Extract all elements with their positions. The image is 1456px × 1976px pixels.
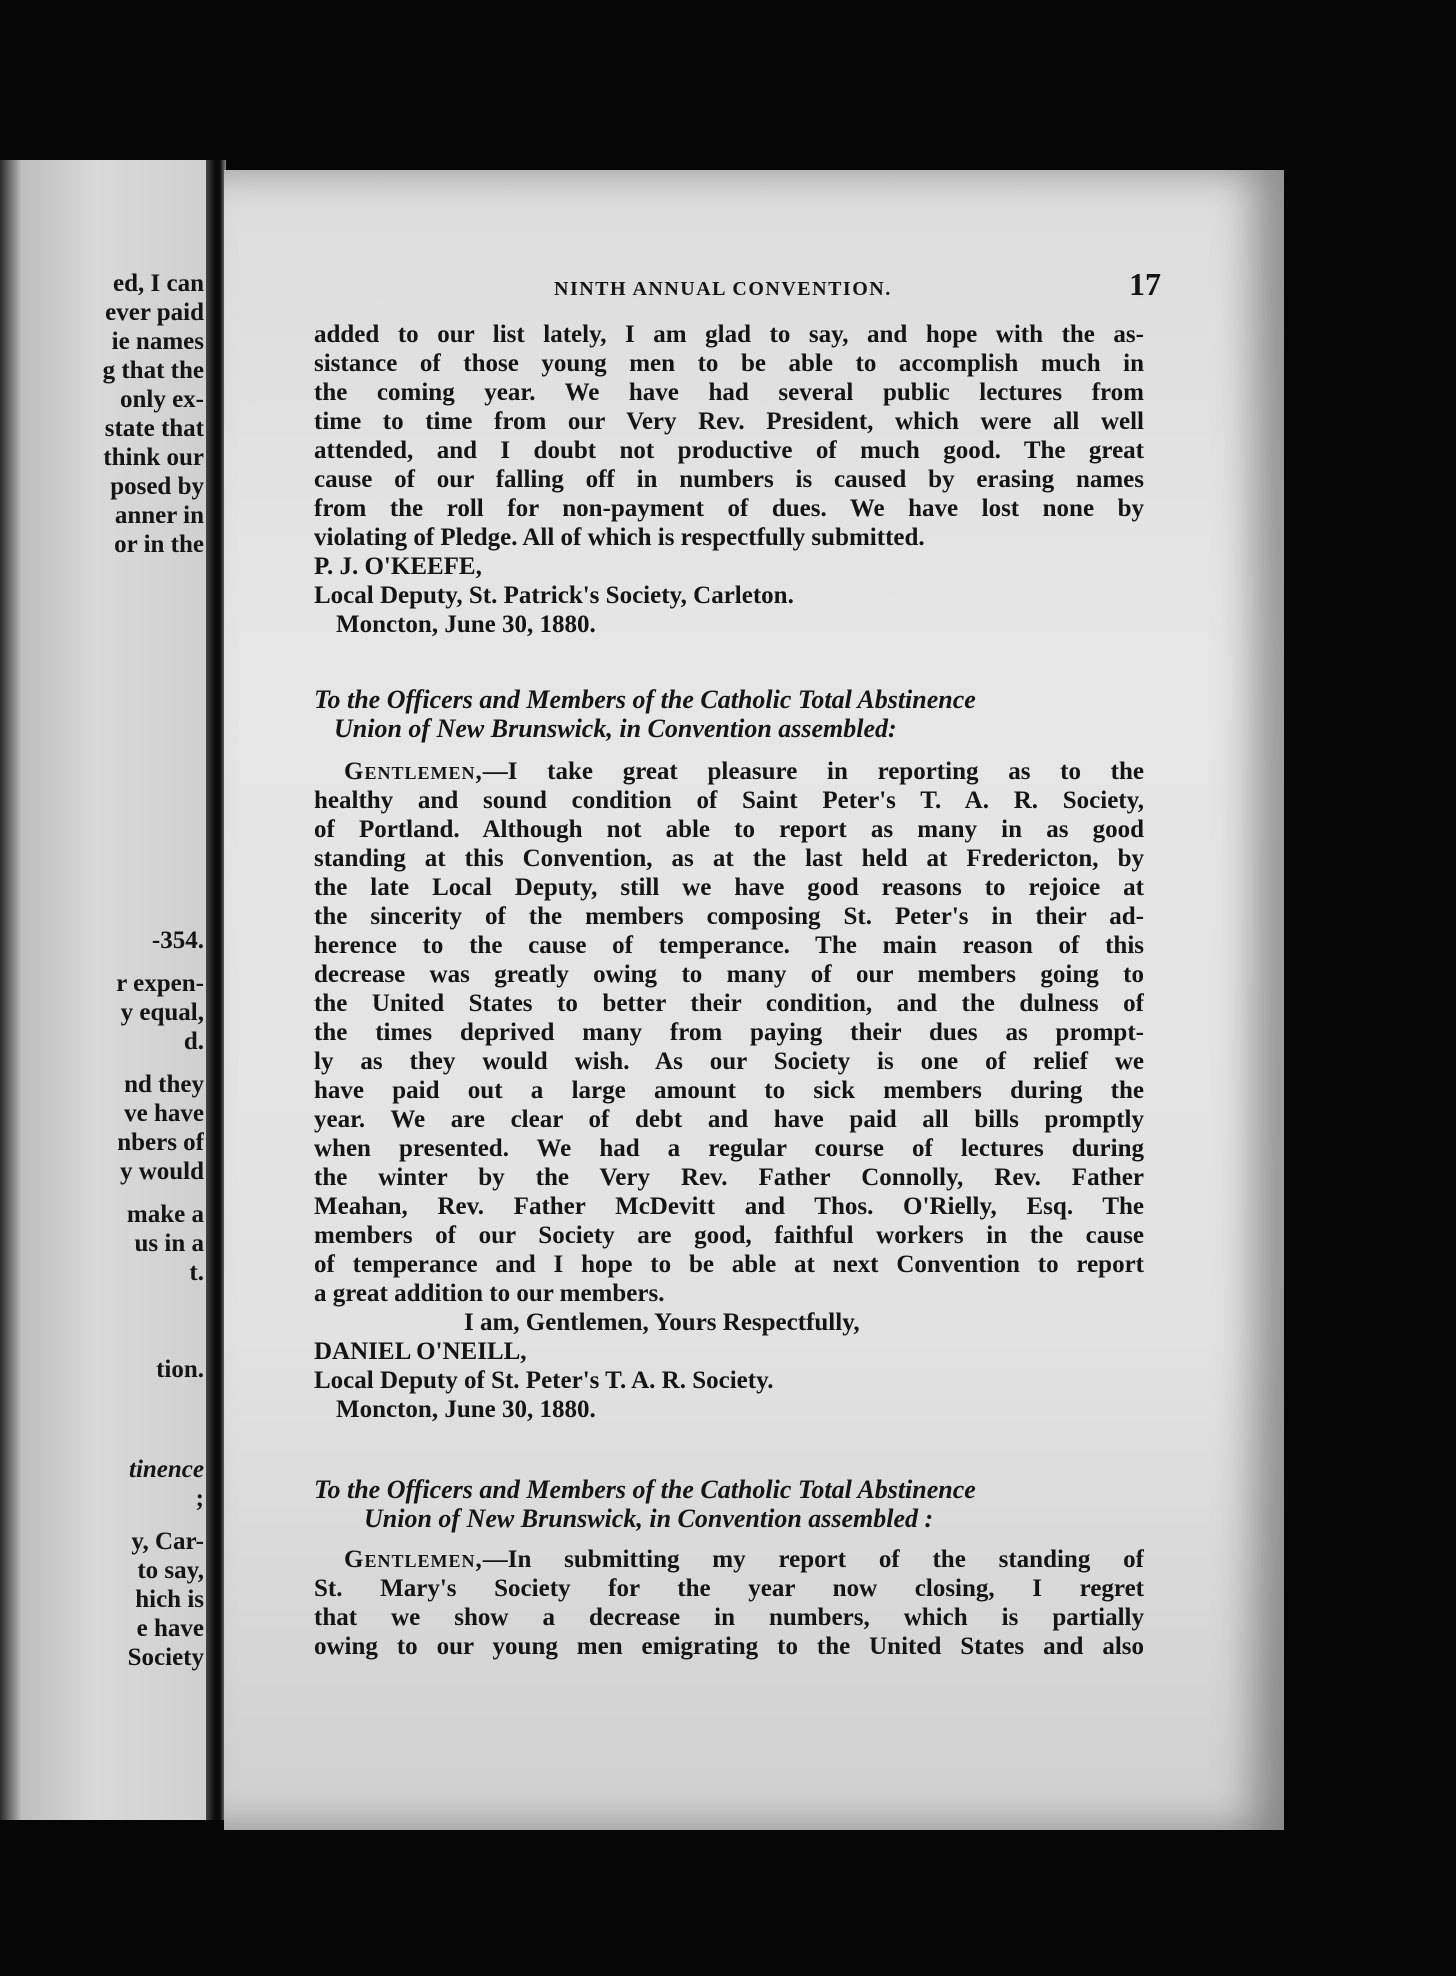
left-page-line: make a bbox=[126, 1201, 204, 1228]
address-line: To the Officers and Members of the Catholic Total Abstinence bbox=[314, 1475, 976, 1504]
left-page-line: to say, bbox=[137, 1557, 204, 1584]
left-page-line: -354. bbox=[151, 927, 204, 954]
report-2-line: healthy and sound condition of Saint Peter's T. A. R. Society, bbox=[314, 787, 1144, 814]
book-gutter bbox=[206, 160, 226, 1820]
report-2-line: ly as they would wish. As our Society is one of relief we bbox=[314, 1048, 1144, 1075]
report-2-line: decrease was greatly owing to many of our members going to bbox=[314, 961, 1144, 988]
report-2-line: the United States to better their condition, and the dulness of bbox=[314, 990, 1144, 1017]
left-page-line: only ex- bbox=[119, 386, 204, 413]
signature: P. J. O'KEEFE, bbox=[314, 553, 482, 580]
report-1-line: cause of our falling off in numbers is caused by erasing names bbox=[314, 466, 1144, 493]
report-1-line: time to time from our Very Rev. President, which were all well bbox=[314, 408, 1144, 435]
left-page-line: y equal, bbox=[120, 999, 204, 1026]
report-3-line: St. Mary's Society for the year now closing, I regret bbox=[314, 1575, 1144, 1602]
left-page-line: ed, I can bbox=[113, 270, 204, 297]
running-head: NINTH ANNUAL CONVENTION. bbox=[554, 278, 892, 300]
left-page-line: ever paid bbox=[105, 299, 204, 326]
left-page-line: ; bbox=[195, 1485, 204, 1512]
signature: DANIEL O'NEILL, bbox=[314, 1338, 527, 1365]
report-2-line: Meahan, Rev. Father McDevitt and Thos. O'Rielly, Esq. The bbox=[314, 1193, 1144, 1220]
left-page-line: think our bbox=[103, 444, 204, 471]
report-3-first-line: Gentlemen,—In submitting my report of the standing of bbox=[344, 1546, 1144, 1573]
report-2-line: when presented. We had a regular course of lectures during bbox=[314, 1135, 1144, 1162]
closing: I am, Gentlemen, Yours Respectfully, bbox=[464, 1309, 860, 1336]
report-2-first-line: Gentlemen,—I take great pleasure in reporting as to the bbox=[344, 758, 1144, 785]
report-3-line: owing to our young men emigrating to the United States and also bbox=[314, 1633, 1144, 1660]
left-page-line: Society bbox=[127, 1644, 204, 1671]
page-number: 17 bbox=[1129, 266, 1161, 302]
left-page-line: ve have bbox=[124, 1100, 204, 1127]
left-page-line: tion. bbox=[156, 1356, 204, 1383]
dateline: Moncton, June 30, 1880. bbox=[336, 1396, 596, 1423]
dateline: Moncton, June 30, 1880. bbox=[336, 611, 596, 638]
report-2-line: the late Local Deputy, still we have good reasons to rejoice at bbox=[314, 874, 1144, 901]
report-2-line: members of our Society are good, faithful workers in the cause bbox=[314, 1222, 1144, 1249]
left-page-line: state that bbox=[104, 415, 204, 442]
left-page-line: posed by bbox=[110, 473, 204, 500]
report-2-line: a great addition to our members. bbox=[314, 1280, 665, 1307]
report-2-line: the sincerity of the members composing St. Peter's in their ad- bbox=[314, 903, 1144, 930]
left-page-line: t. bbox=[189, 1259, 204, 1286]
report-2-line: year. We are clear of debt and have paid all bills promptly bbox=[314, 1106, 1144, 1133]
salutation: Gentlemen, bbox=[344, 758, 483, 785]
salutation: Gentlemen, bbox=[344, 1546, 483, 1573]
report-3-line: that we show a decrease in numbers, which is partially bbox=[314, 1604, 1144, 1631]
report-1-line: from the roll for non-payment of dues. We have lost none by bbox=[314, 495, 1144, 522]
report-2-line: standing at this Convention, as at the last held at Fredericton, by bbox=[314, 845, 1144, 872]
address-line: Union of New Brunswick, in Convention assembled : bbox=[364, 1504, 934, 1533]
report-2 bbox=[314, 685, 1144, 1424]
left-page-line: g that the bbox=[102, 357, 204, 384]
report-2-line: herence to the cause of temperance. The main reason of this bbox=[314, 932, 1144, 959]
page bbox=[224, 170, 1284, 1830]
report-1-line: the coming year. We have had several public lectures from bbox=[314, 379, 1144, 406]
left-page-line: or in the bbox=[114, 531, 204, 558]
report-2-line: the times deprived many from paying their dues as prompt- bbox=[314, 1019, 1144, 1046]
report-2-line: of Portland. Although not able to report as many in as good bbox=[314, 816, 1144, 843]
left-page-line: ie names bbox=[111, 328, 204, 355]
report-1-line: added to our list lately, I am glad to say, and hope with the as- bbox=[314, 321, 1144, 348]
left-page-line: y, Car- bbox=[131, 1528, 204, 1555]
left-page-line: us in a bbox=[134, 1230, 204, 1257]
signatory-title: Local Deputy of St. Peter's T. A. R. Society. bbox=[314, 1367, 774, 1394]
report-1-line: violating of Pledge. All of which is respectfully submitted. bbox=[314, 524, 925, 551]
report-2-line: the winter by the Very Rev. Father Connolly, Rev. Father bbox=[314, 1164, 1144, 1191]
left-page-line: e have bbox=[136, 1615, 204, 1642]
signatory-title: Local Deputy, St. Patrick's Society, Carleton. bbox=[314, 582, 794, 609]
left-page-line: r expen- bbox=[116, 970, 204, 997]
left-page-line: d. bbox=[183, 1028, 204, 1055]
report-1-line: sistance of those young men to be able to accomplish much in bbox=[314, 350, 1144, 377]
report-2-line: of temperance and I hope to be able at next Convention to report bbox=[314, 1251, 1144, 1278]
left-page-line: nd they bbox=[124, 1071, 204, 1098]
report-2-line: have paid out a large amount to sick members during the bbox=[314, 1077, 1144, 1104]
report-1 bbox=[314, 320, 1144, 639]
left-page-line: nbers of bbox=[117, 1129, 204, 1156]
left-page-line: y would bbox=[119, 1158, 204, 1185]
previous-page-fragment bbox=[0, 160, 214, 1820]
address-line: Union of New Brunswick, in Convention assembled: bbox=[334, 714, 897, 743]
report-3 bbox=[314, 1475, 1144, 1661]
left-page-line: tinence bbox=[129, 1456, 204, 1483]
address-line: To the Officers and Members of the Catholic Total Abstinence bbox=[314, 685, 976, 714]
left-page-line: hich is bbox=[135, 1586, 204, 1613]
left-page-line: anner in bbox=[114, 502, 204, 529]
report-1-line: attended, and I doubt not productive of much good. The great bbox=[314, 437, 1144, 464]
